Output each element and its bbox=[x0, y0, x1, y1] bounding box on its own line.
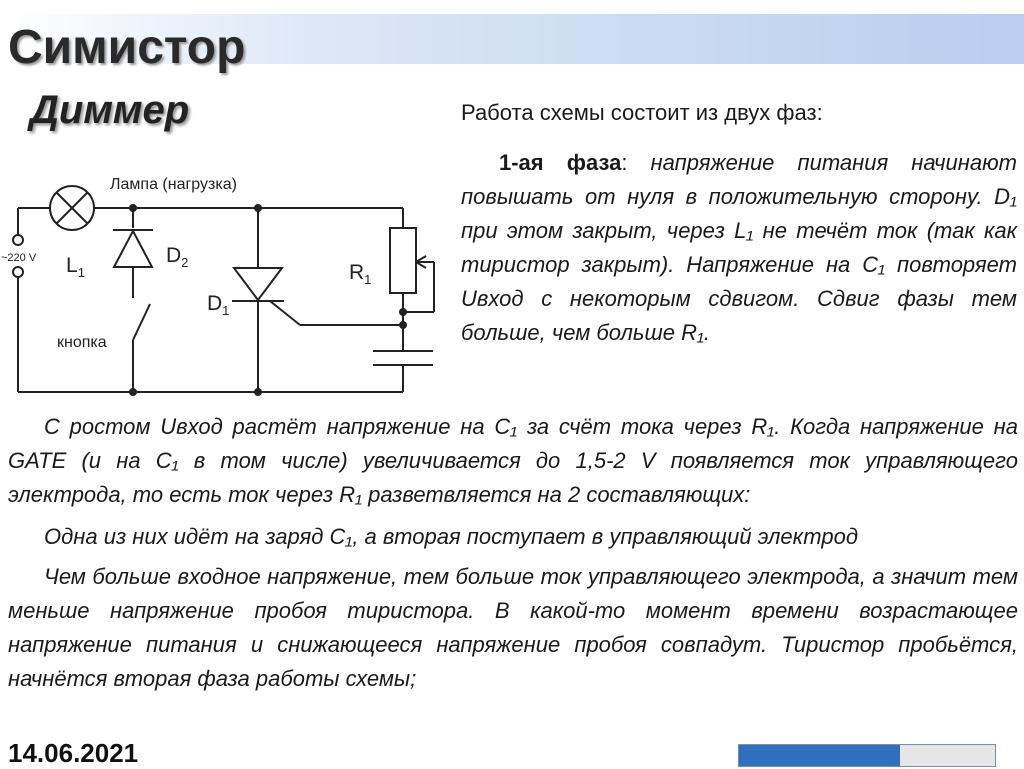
source-terminal-top bbox=[13, 235, 23, 245]
r1-resistor-symbol bbox=[390, 228, 416, 293]
phase1-text: напряжение питания начинают повышать от нуля в положительную сторону. D₁ при этом закрыт, через L₁ не течёт ток (так как тиристор закрыт). Напряжение на C₁ повторяет Uвход с некоторым сдвигом. Сдвиг фазы тем больше, чем больше R₁. bbox=[461, 150, 1017, 345]
slide-date: 14.06.2021 bbox=[8, 738, 139, 768]
r1-label: $R_1$ bbox=[349, 261, 372, 287]
junction-dot bbox=[399, 321, 407, 329]
paragraph: Одна из них идёт на заряд C₁, а вторая поступает в управляющий электрод bbox=[44, 524, 858, 549]
button-label: кнопка bbox=[57, 334, 107, 351]
junction-dot bbox=[399, 308, 407, 316]
dimmer-circuit-diagram bbox=[0, 0, 450, 400]
source-label: ~220 V bbox=[1, 252, 37, 264]
phase1-paragraph bbox=[461, 146, 1017, 350]
d1-label: $D_1$ bbox=[207, 292, 230, 318]
main-text bbox=[8, 410, 1018, 704]
source-terminal-bottom bbox=[13, 267, 23, 277]
gate-lead bbox=[270, 301, 300, 325]
junction-dot bbox=[254, 204, 262, 212]
junction-dot bbox=[254, 388, 262, 396]
slide-subtitle: Диммер bbox=[30, 88, 190, 132]
phase1-colon: : bbox=[621, 150, 651, 175]
junction-dot bbox=[129, 204, 137, 212]
d2-diode-symbol bbox=[114, 231, 152, 267]
slide-progress-fill bbox=[739, 745, 900, 766]
d1-thyristor-symbol bbox=[234, 268, 282, 300]
paragraph: С ростом Uвход растёт напряжение на C₁ за счёт тока через R₁. Когда напряжение на GATE (и на C₁ в том числе) увеличивается до 1,5-2 V появляется ток управляющего электрода, то есть ток через R₁ разветвляется на 2 составляющих: bbox=[8, 414, 1018, 507]
intro-text: Работа схемы состоит из двух фаз: bbox=[461, 100, 823, 125]
lamp-label: Лампа (нагрузка) bbox=[110, 176, 237, 193]
page-title: Симистор bbox=[8, 21, 246, 74]
junction-dot bbox=[129, 388, 137, 396]
d2-label: $D_2$ bbox=[166, 244, 189, 270]
paragraph: Чем больше входное напряжение, тем больше ток управляющего электрода, а значит тем меньше напряжение пробоя тиристора. В какой-то момент времени возрастающее напряжение питания и снижающееся напряжение пробоя совпадут. Тиристор пробьётся, начнётся вторая фаза работы схемы; bbox=[8, 564, 1018, 691]
slide-progress-bar bbox=[738, 744, 996, 767]
phase1-label: 1-ая фаза bbox=[499, 150, 622, 175]
l1-label: $L_1$ bbox=[66, 254, 85, 280]
button-switch bbox=[133, 304, 150, 340]
